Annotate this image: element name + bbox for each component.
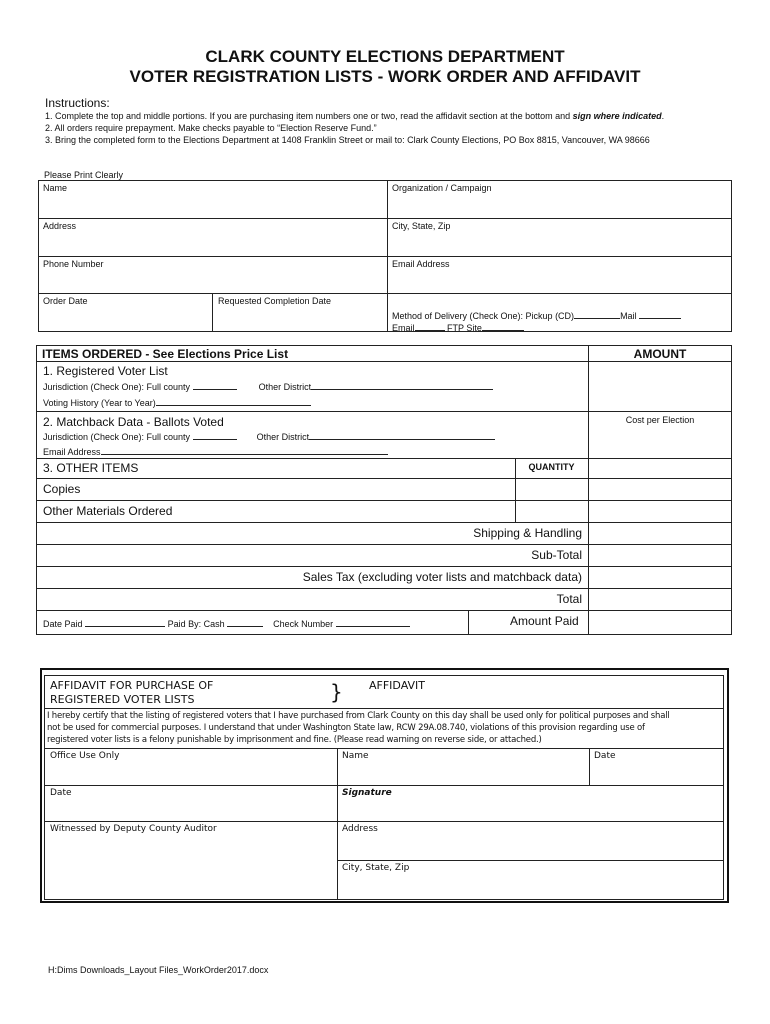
affidavit-statement-line2: not be used for commercial purposes. I understand that under Washington State law, RCW 29A.08.740, violations of this provision regarding use of — [47, 723, 645, 733]
items-row-line — [36, 610, 732, 611]
check-number-label: Check Number — [273, 619, 334, 629]
contact-divider — [387, 180, 388, 294]
delivery-email-blank[interactable] — [415, 321, 445, 331]
item-voting-history — [43, 396, 311, 408]
delivery-pickup-label: Method of Delivery (Check One): Pickup (CD) — [392, 311, 575, 321]
items-row-line — [36, 478, 732, 479]
shipping-handling-label: Shipping & Handling — [473, 526, 582, 540]
contact-divider — [387, 293, 388, 332]
affidavit-row-line — [44, 785, 724, 786]
total-label: Total — [556, 592, 582, 606]
affidavit-address-field[interactable]: Address — [342, 824, 378, 834]
delivery-mail-blank[interactable] — [639, 309, 681, 319]
matchback-email-label: Email Address — [43, 447, 101, 457]
email-field[interactable]: Email Address — [392, 259, 450, 269]
affidavit-date-field[interactable]: Date — [594, 751, 616, 761]
paid-by-label: Paid By: Cash — [167, 619, 225, 629]
office-use-only-label: Office Use Only — [50, 751, 120, 761]
voting-history-label: Voting History (Year to Year) — [43, 398, 156, 408]
affidavit-statement-line1: I hereby certify that the listing of registered voters that I have purchased from Clark County on this day shall be used only for political purposes and shall — [47, 711, 670, 721]
amount-paid-divider — [468, 610, 469, 635]
contact-row-line — [38, 218, 732, 219]
order-date-field[interactable]: Order Date — [43, 296, 88, 306]
items-row-line — [36, 544, 732, 545]
affidavit-name-field[interactable]: Name — [342, 751, 369, 761]
copies-row-label: Copies — [43, 482, 81, 496]
delivery-ftp-blank[interactable] — [482, 321, 524, 331]
subtotal-label: Sub-Total — [531, 548, 582, 562]
affidavit-title-line — [44, 708, 724, 709]
instructions-heading: Instructions: — [45, 96, 110, 110]
signature-field[interactable]: Signature — [342, 788, 392, 798]
city-state-zip-field[interactable]: City, State, Zip — [392, 221, 451, 231]
items-row-line — [36, 500, 732, 501]
items-row-line — [36, 522, 732, 523]
items-row-line — [36, 458, 732, 459]
jurisdiction-full-county-label: Jurisdiction (Check One): Full county — [43, 432, 191, 442]
delivery-ftp-label: FTP Site — [447, 323, 482, 333]
instruction-1-suffix: . — [661, 111, 665, 121]
other-district-label: Other District — [256, 432, 310, 442]
delivery-pickup-blank[interactable] — [574, 309, 620, 319]
requested-completion-field[interactable]: Requested Completion Date — [218, 296, 332, 306]
cash-blank[interactable] — [227, 617, 263, 627]
item-matchback-email — [43, 445, 388, 457]
items-row-line — [36, 411, 732, 412]
affidavit-row-line — [44, 821, 724, 822]
affidavit-city-state-zip-field[interactable]: City, State, Zip — [342, 863, 410, 873]
file-path-footer: H:Dims Downloads_Layout Files_WorkOrder2017.docx — [48, 965, 269, 975]
items-ordered-heading: ITEMS ORDERED - See Elections Price List — [42, 347, 289, 361]
instruction-1-emphasis: sign where indicated — [572, 111, 662, 121]
other-district-label: Other District — [258, 382, 312, 392]
item-matchback-title: 2. Matchback Data - Ballots Voted — [43, 415, 224, 429]
contact-row-line — [38, 293, 732, 294]
items-row-line — [36, 588, 732, 589]
full-county-blank[interactable] — [193, 380, 237, 390]
delivery-mail-label: Mail — [620, 311, 637, 321]
affidavit-column-line — [337, 748, 338, 900]
check-number-blank[interactable] — [336, 617, 410, 627]
instruction-2: 2. All orders require prepayment. Make checks payable to “Election Reserve Fund.” — [45, 123, 377, 133]
date-paid-label: Date Paid — [43, 619, 83, 629]
delivery-method-line2 — [392, 321, 524, 333]
full-county-blank[interactable] — [193, 430, 237, 440]
affidavit-statement-line3: registered voter lists is a felony punishable by imprisonment and fine. (Please read warning on reverse side, or attached.) — [47, 735, 542, 745]
affidavit-brace: } — [330, 680, 343, 704]
date-paid-blank[interactable] — [85, 617, 165, 627]
instruction-1 — [45, 111, 664, 121]
organization-field[interactable]: Organization / Campaign — [392, 183, 492, 193]
amount-paid-label: Amount Paid — [510, 614, 579, 628]
address-field[interactable]: Address — [43, 221, 77, 231]
quantity-heading: QUANTITY — [528, 462, 575, 472]
sales-tax-label: Sales Tax (excluding voter lists and matchback data) — [302, 570, 582, 584]
item-matchback-jurisdiction — [43, 430, 495, 442]
delivery-method-line1 — [392, 309, 681, 321]
affidavit-date-line — [589, 748, 590, 785]
instruction-3: 3. Bring the completed form to the Elections Department at 1408 Franklin Street or mail to: Clark County Elections, PO Box 8815, Vancouver, WA 98666 — [45, 135, 650, 145]
form-title-line1: CLARK COUNTY ELECTIONS DEPARTMENT — [205, 47, 565, 66]
name-field[interactable]: Name — [43, 183, 68, 193]
cost-per-election-label: Cost per Election — [625, 415, 695, 425]
other-district-blank[interactable] — [311, 380, 493, 390]
delivery-email-label: Email — [392, 323, 415, 333]
phone-field[interactable]: Phone Number — [43, 259, 104, 269]
contact-row-line — [38, 256, 732, 257]
print-clearly-note: Please Print Clearly — [44, 170, 124, 180]
item-voter-list-jurisdiction — [43, 380, 493, 392]
items-header-line — [36, 361, 732, 362]
other-materials-row-label: Other Materials Ordered — [43, 504, 173, 518]
other-items-title: 3. OTHER ITEMS — [43, 461, 139, 475]
amount-column-line — [588, 345, 589, 635]
affidavit-title-line2: REGISTERED VOTER LISTS — [50, 693, 195, 706]
instruction-1-text: 1. Complete the top and middle portions. If you are purchasing item numbers one or two, read the affidavit section at the bottom and — [45, 111, 573, 121]
form-title-line2: VOTER REGISTRATION LISTS - WORK ORDER AND AFFIDAVIT — [129, 67, 641, 86]
payment-row — [43, 617, 410, 629]
affidavit-row-line — [337, 860, 724, 861]
amount-heading: AMOUNT — [633, 347, 687, 361]
affidavit-title-line1: AFFIDAVIT FOR PURCHASE OF — [50, 679, 214, 692]
contact-divider — [212, 293, 213, 332]
office-date-field[interactable]: Date — [50, 788, 72, 798]
voting-history-blank[interactable] — [156, 396, 311, 406]
item-voter-list-title: 1. Registered Voter List — [43, 364, 168, 378]
items-row-line — [36, 566, 732, 567]
other-district-blank[interactable] — [309, 430, 495, 440]
witnessed-by-field[interactable]: Witnessed by Deputy County Auditor — [50, 824, 217, 834]
jurisdiction-full-county-label: Jurisdiction (Check One): Full county — [43, 382, 191, 392]
affidavit-right-title: AFFIDAVIT — [369, 679, 426, 692]
matchback-email-blank[interactable] — [101, 445, 388, 455]
affidavit-text-line — [44, 748, 724, 749]
